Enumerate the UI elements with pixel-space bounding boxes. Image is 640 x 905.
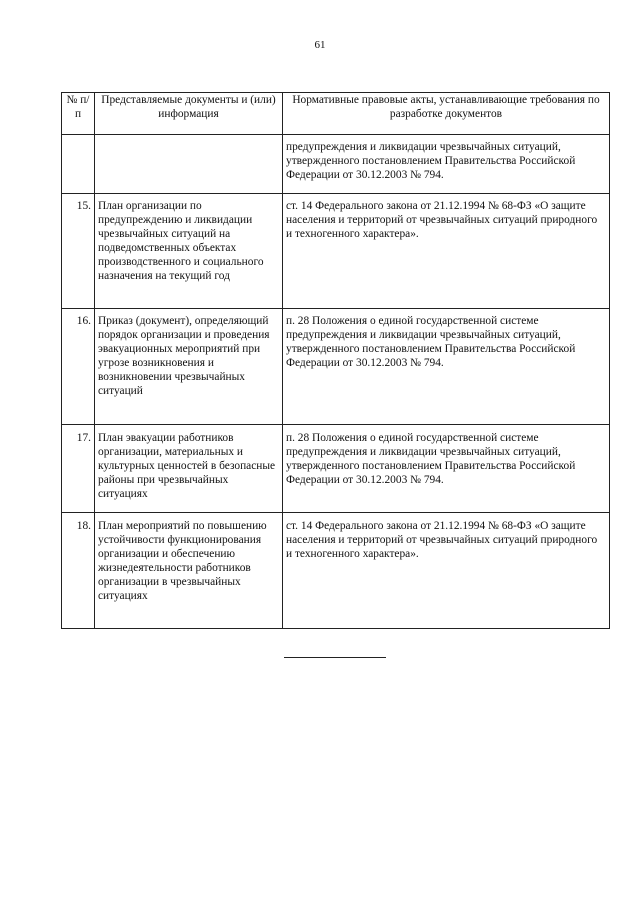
table-row-continuation xyxy=(62,135,610,194)
row-num: 17. xyxy=(62,425,95,513)
page-number: 61 xyxy=(314,39,326,51)
row-num: 15. xyxy=(62,194,95,309)
closing-divider xyxy=(284,657,386,658)
table-row xyxy=(62,194,610,309)
row-act: ст. 14 Федерального закона от 21.12.1994 № 68-ФЗ «О защите населения и территорий от чрезвычайных ситуаций природного и техногенного характера». xyxy=(283,194,610,309)
table-header-row xyxy=(62,93,610,135)
header-documents: Представляемые документы и (или) информация xyxy=(95,93,283,135)
header-num: № п/п xyxy=(62,93,95,135)
row-document: План организации по предупреждению и ликвидации чрезвычайных ситуаций на подведомственных объектах производственного и социального назначения на текущий год xyxy=(95,194,283,309)
table-row xyxy=(62,513,610,629)
table-row xyxy=(62,309,610,425)
row-num xyxy=(62,135,95,194)
header-acts: Нормативные правовые акты, устанавливающие требования по разработке документов xyxy=(283,93,610,135)
requirements-table xyxy=(61,92,610,629)
row-act: п. 28 Положения о единой государственной системе предупреждения и ликвидации чрезвычайных ситуаций, утвержденного постановлением Правительства Российской Федерации от 30.12.2003 № 794. xyxy=(283,309,610,425)
row-num: 18. xyxy=(62,513,95,629)
row-act: ст. 14 Федерального закона от 21.12.1994 № 68-ФЗ «О защите населения и территорий от чрезвычайных ситуаций природного и техногенного характера». xyxy=(283,513,610,629)
row-document: План мероприятий по повышению устойчивости функционирования организации и обеспечению жизнедеятельности работников организации в чрезвычайных ситуациях xyxy=(95,513,283,629)
table-row xyxy=(62,425,610,513)
row-act: предупреждения и ликвидации чрезвычайных ситуаций, утвержденного постановлением Правительства Российской Федерации от 30.12.2003 № 794. xyxy=(283,135,610,194)
row-act: п. 28 Положения о единой государственной системе предупреждения и ликвидации чрезвычайных ситуаций, утвержденного постановлением Правительства Российской Федерации от 30.12.2003 № 794. xyxy=(283,425,610,513)
row-document: Приказ (документ), определяющий порядок организации и проведения эвакуационных мероприятий при угрозе возникновения и возникновении чрезвычайных ситуаций xyxy=(95,309,283,425)
row-num: 16. xyxy=(62,309,95,425)
row-document xyxy=(95,135,283,194)
row-document: План эвакуации работников организации, материальных и культурных ценностей в безопасные районы при чрезвычайных ситуациях xyxy=(95,425,283,513)
